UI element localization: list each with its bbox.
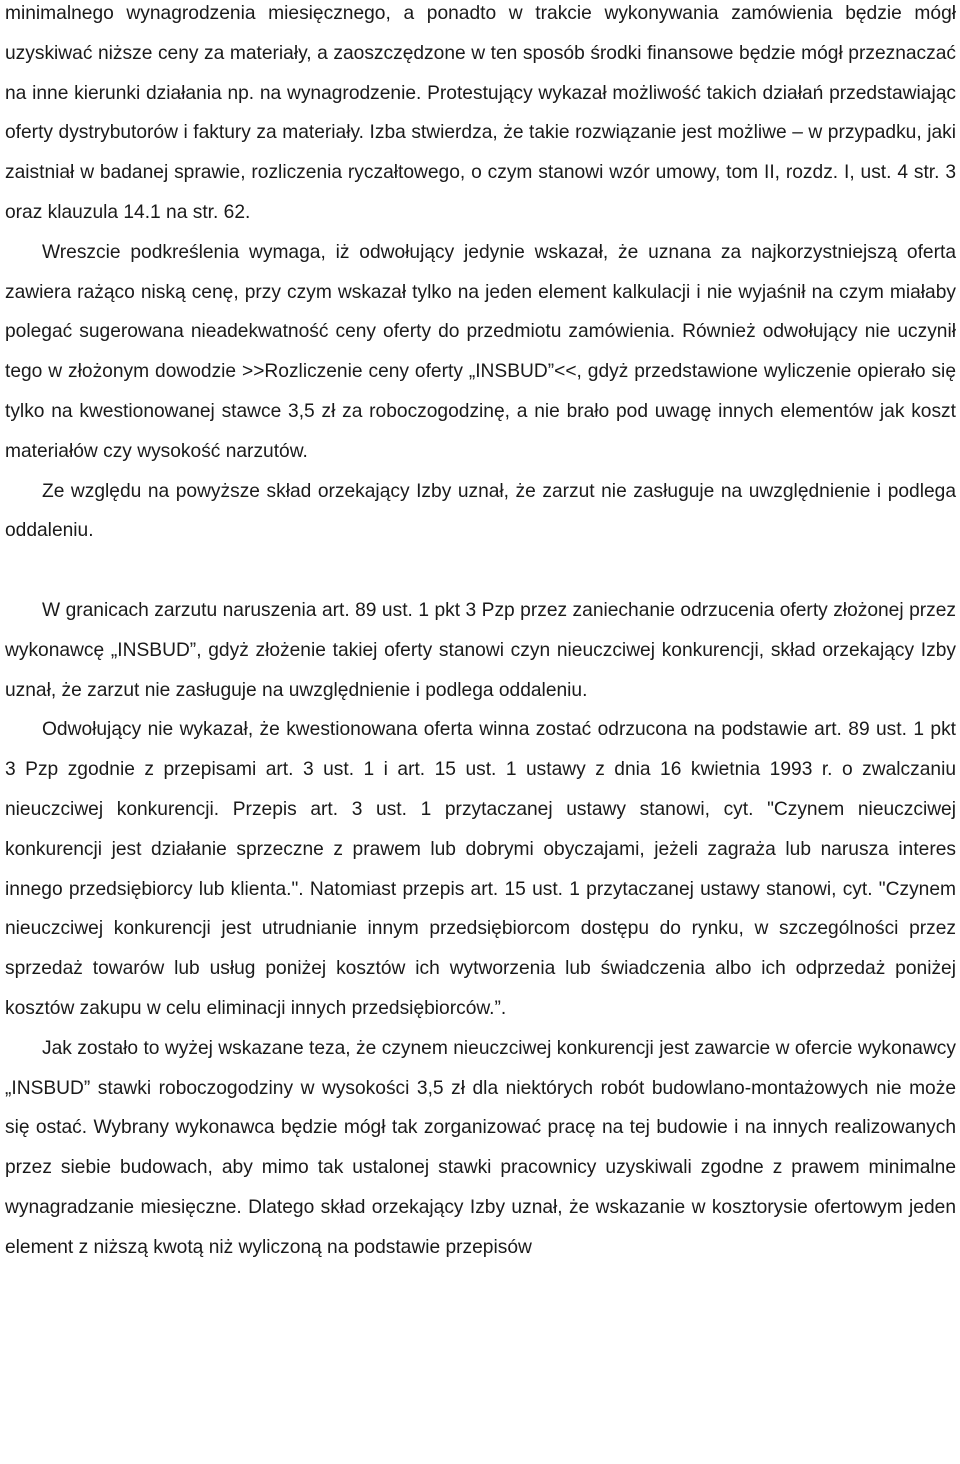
paragraph-continuation: minimalnego wynagrodzenia miesięcznego, a ponadto w trakcie wykonywania zamówienia będzie mógł uzyskiwać niższe ceny za materiały, a zaoszczędzone w ten sposób środki finansowe będzie mógł przeznaczać na inne kierunki działania np. na wynagrodzenie. Protestujący wykazał możliwość takich działań przedstawiając oferty dystrybutorów i faktury za materiały. Izba stwierdza, że takie rozwiązanie jest możliwe – w przypadku, jaki zaistniał w badanej sprawie, rozliczenia ryczałtowego, o czym stanowi wzór umowy, tom II, rozdz. I, ust. 4 str. 3 oraz klauzula 14.1 na str. 62. bbox=[5, 3, 956, 223]
paragraph-razaco-niska-cena: Wreszcie podkreślenia wymaga, iż odwołujący jedynie wskazał, że uznana za najkorzystniejszą oferta zawiera rażąco niską cenę, przy czym wskazał tylko na jeden element kalkulacji i nie wyjaśnił na czym miałaby polegać sugerowana nieadekwatność ceny oferty do przedmiotu zamówienia. Również odwołujący nie uczynił tego w złożonym dowodzie >>Rozliczenie ceny oferty „INSBUD”<<, gdyż przedstawione wyliczenie opierało się tylko na kwestionowanej stawce 3,5 zł za roboczogodzinę, a nie brało pod uwagę innych elementów jak koszt materiałów czy wysokość narzutów. bbox=[5, 241, 956, 462]
paragraph-second-charge: W granicach zarzutu naruszenia art. 89 ust. 1 pkt 3 Pzp przez zaniechanie odrzucenia oferty złożonej przez wykonawcę „INSBUD”, gdyż złożenie takiej oferty stanowi czyn nieuczciwej konkurencji, skład orzekający Izby uznał, że zarzut nie zasługuje na uwzględnienie i podlega oddaleniu. bbox=[5, 599, 956, 701]
paragraph-gap bbox=[5, 551, 956, 591]
paragraph-final-assessment: Jak zostało to wyżej wskazane teza, że czynem nieuczciwej konkurencji jest zawarcie w ofercie wykonawcy „INSBUD” stawki roboczogodziny w wysokości 3,5 zł dla niektórych robót budowlano-montażowych nie może się ostać. Wybrany wykonawca będzie mógł tak zorganizować pracę na tej budowie i na innych realizowanych przez siebie budowach, aby mimo tak ustalonej stawki pracownicy uzyskiwali zgodne z prawem minimalne wynagradzanie miesięczne. Dlatego skład orzekający Izby uznał, że wskazanie w kosztorysie ofertowym jeden element z niższą kwotą niż wyliczoną na podstawie przepisów bbox=[5, 1037, 956, 1258]
paragraph-unfair-competition-law: Odwołujący nie wykazał, że kwestionowana oferta winna zostać odrzucona na podstawie art. 89 ust. 1 pkt 3 Pzp zgodnie z przepisami art. 3 ust. 1 i art. 15 ust. 1 ustawy z dnia 16 kwietnia 1993 r. o zwalczaniu nieuczciwej konkurencji. Przepis art. 3 ust. 1 przytaczanej ustawy stanowi, cyt. "Czynem nieuczciwej konkurencji jest działanie sprzeczne z prawem lub dobrymi obyczajami, jeżeli zagraża lub narusza interes innego przedsiębiorcy lub klienta.". Natomiast przepis art. 15 ust. 1 przytaczanej ustawy stanowi, cyt. "Czynem nieuczciwej konkurencji jest utrudnianie innym przedsiębiorcom dostępu do rynku, w szczególności przez sprzedaż towarów lub usług poniżej kosztów ich wytworzenia lub świadczenia albo ich odprzedaż poniżej kosztów zakupu w celu eliminacji innych przedsiębiorców.”. bbox=[5, 719, 956, 1019]
document-page bbox=[5, 0, 956, 1268]
paragraph-conclusion-first-charge: Ze względu na powyższe skład orzekający Izby uznał, że zarzut nie zasługuje na uwzględnienie i podlega oddaleniu. bbox=[5, 480, 956, 542]
